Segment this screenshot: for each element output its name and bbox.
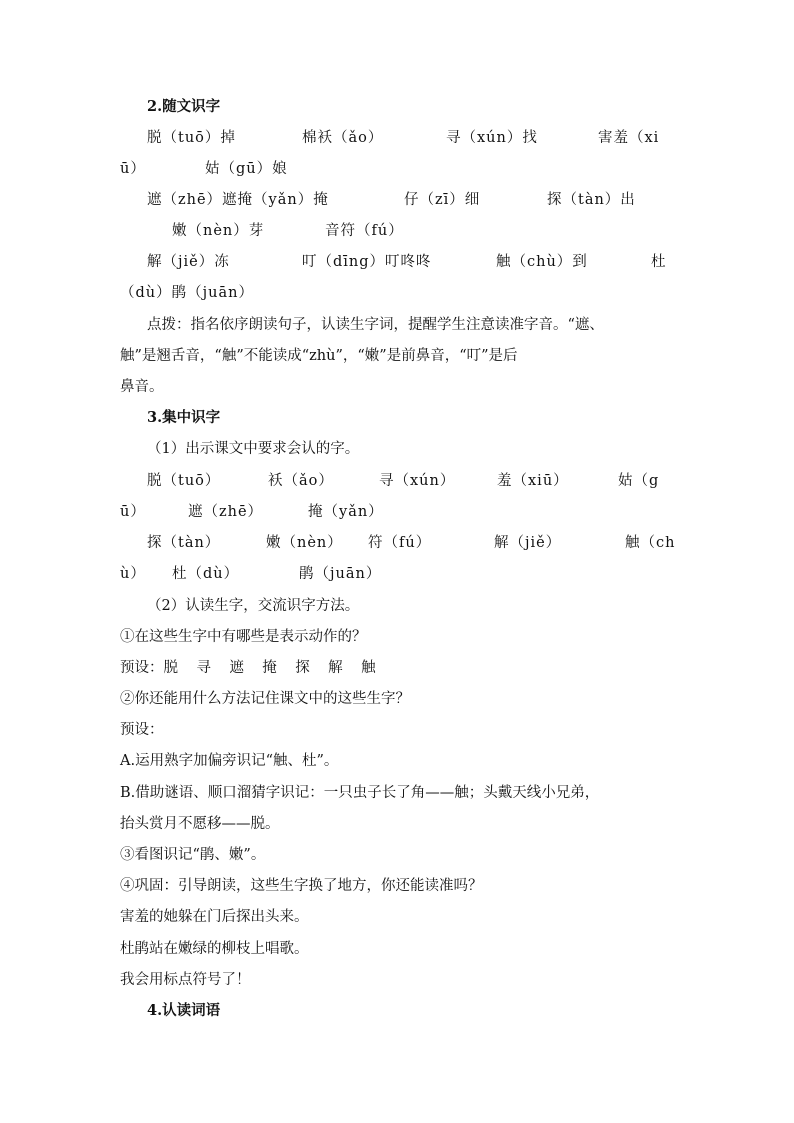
section-3-heading: 3.集中识字 xyxy=(147,409,221,426)
vocab-item: 探（tàn）出 xyxy=(547,192,636,208)
step-text: （2）认读生字，交流识字方法。 xyxy=(147,598,360,614)
section-2-heading: 2.随文识字 xyxy=(147,98,221,115)
char-item: 寻（xún） xyxy=(379,473,456,489)
tip-text: 点拨：指名依序朗读句子，认读生字词，提醒学生注意读准字音。“遮、 xyxy=(147,317,604,333)
question-text: ①在这些生字中有哪些是表示动作的？ xyxy=(120,629,367,645)
vocab-item: 音符（fú） xyxy=(325,223,404,239)
preset-text: 预设：脱 寻 遮 掩 探 解 触 xyxy=(120,660,376,676)
char-item: 羞（xiū） xyxy=(497,473,569,489)
char-item: 符（fú） xyxy=(368,535,432,551)
char-item: 触（ch xyxy=(625,535,676,551)
vocab-item: 触（chù）到 xyxy=(496,254,588,270)
char-item: 掩（yǎn） xyxy=(308,504,384,520)
char-item: 遮（zhē） xyxy=(188,504,264,520)
tip-text: 触”是翘舌音，“触”不能读成“zhù”，“嫩”是前鼻音，“叮”是后 xyxy=(120,348,518,364)
vocab-item: 姑（gū）娘 xyxy=(205,161,288,177)
answer-text: 抬头赏月不愿移——脱。 xyxy=(120,816,280,832)
question-text: ②你还能用什么方法记住课文中的这些生字？ xyxy=(120,691,410,707)
question-text: ③看图识记“鹃、嫩”。 xyxy=(120,847,266,863)
vocab-item: 嫩（nèn）芽 xyxy=(172,223,265,239)
vocab-item: 遮（zhē）遮掩（yǎn）掩 xyxy=(147,192,329,208)
sentence-text: 害羞的她躲在门后探出头来。 xyxy=(120,909,309,925)
vocab-item: 脱（tuō）掉 xyxy=(147,130,236,146)
vocab-item: 杜 xyxy=(651,254,667,270)
question-text: ④巩固：引导朗读，这些生字换了地方，你还能读准吗？ xyxy=(120,878,483,894)
step-text: （1）出示课文中要求会认的字。 xyxy=(147,441,360,457)
char-item: 解（jiě） xyxy=(494,535,562,551)
char-item: 嫩（nèn） xyxy=(266,535,343,551)
sentence-text: 杜鹃站在嫩绿的柳枝上唱歌。 xyxy=(120,941,309,957)
char-item: ū） xyxy=(120,504,146,520)
preset-text: 预设： xyxy=(120,722,164,738)
char-item: 鹃（juān） xyxy=(299,566,382,582)
vocab-item: 仔（zī）细 xyxy=(404,192,481,208)
vocab-item: 棉袄（ǎo） xyxy=(302,130,384,146)
vocab-item: 寻（xún）找 xyxy=(446,130,538,146)
sentence-text: 我会用标点符号了！ xyxy=(120,972,251,988)
answer-text: A.运用熟字加偏旁识记“触、杜”。 xyxy=(120,753,339,769)
char-item: 袄（ǎo） xyxy=(268,473,334,489)
vocab-item: （dù）鹃（juān） xyxy=(120,285,254,301)
vocab-item: 害羞（xi xyxy=(598,130,660,146)
section-4-heading: 4.认读词语 xyxy=(147,1002,221,1019)
vocab-item: 叮（dīng）叮咚咚 xyxy=(302,254,432,270)
char-item: 探（tàn） xyxy=(147,535,221,551)
char-item: ù） xyxy=(120,566,146,582)
tip-text: 鼻音。 xyxy=(120,379,164,395)
vocab-item: 解（jiě）冻 xyxy=(147,254,230,270)
char-item: 杜（dù） xyxy=(172,566,240,582)
char-item: 姑（g xyxy=(618,473,660,489)
answer-text: B.借助谜语、顺口溜猜字识记：一只虫子长了角——触；头戴天线小兄弟， xyxy=(120,785,600,801)
vocab-item: ū） xyxy=(120,161,146,177)
char-item: 脱（tuō） xyxy=(147,473,221,489)
